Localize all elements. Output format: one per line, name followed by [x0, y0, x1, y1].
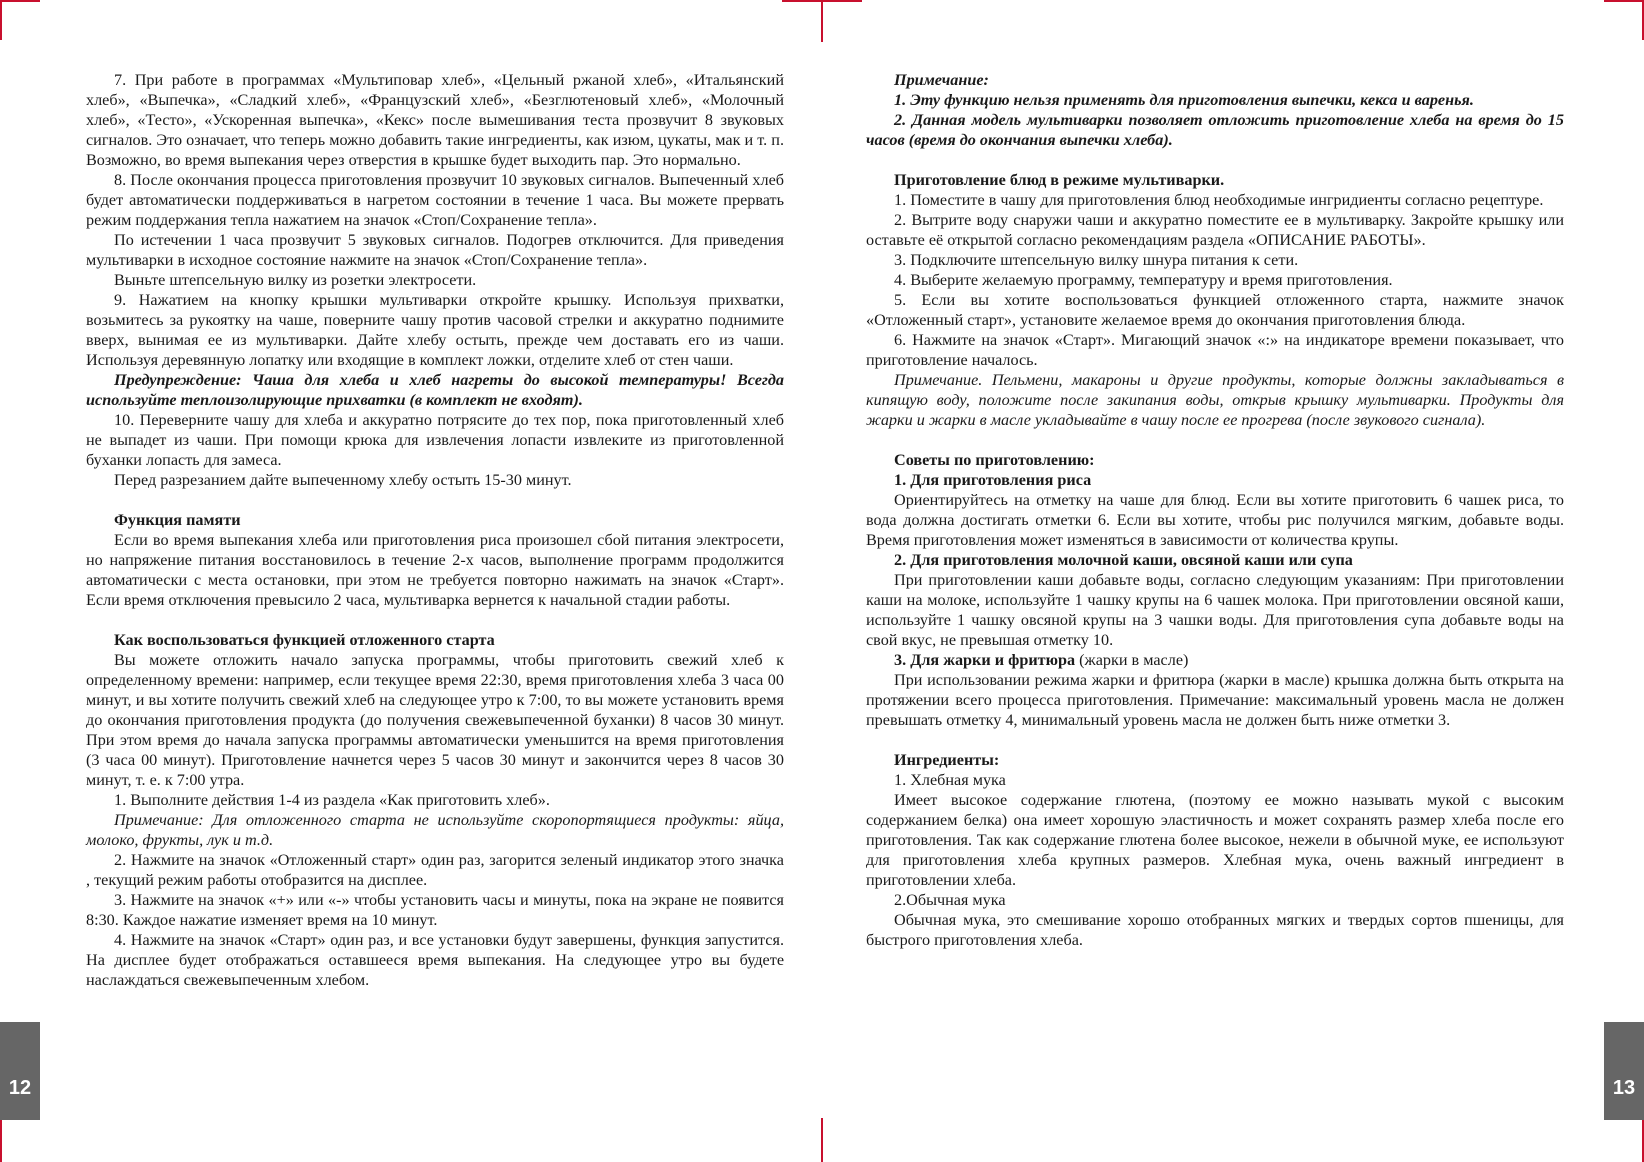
note-paragraph: Примечание: Для отложенного старта не используйте скоропортящиеся продукты: яйца, молоко, фрукты, лук и т.д. — [86, 811, 784, 849]
paragraph: 10. Переверните чашу для хлеба и аккуратно потрясите до тех пор, пока приготовленный хлеб не выпадет из чаши. При помощи крюка для извлечения лопасти извлеките из приготовленной буханки лопасть для замеса. — [86, 411, 784, 469]
crop-mark — [821, 1118, 823, 1162]
paragraph: Выньте штепсельную вилку из розетки электросети. — [114, 271, 477, 289]
paragraph: 3. Подключите штепсельную вилку шнура питания к сети. — [894, 251, 1299, 269]
paragraph: 3. Нажмите на значок «+» или «-» чтобы установить часы и минуты, пока на экране не появится 8:30. Каждое нажатие изменяет время на 10 минут. — [86, 891, 784, 929]
paragraph: Ориентируйтесь на отметку на чаше для блюд. Если вы хотите приготовить 6 чашек риса, то вода должна достигать отметки 6. Если вы хотите, чтобы рис получился мягким, добавьте воды. Время приготовления может изменяться в зависимости от количества крупы. — [866, 491, 1564, 549]
paragraph: 1. Выполните действия 1-4 из раздела «Как приготовить хлеб». — [114, 791, 550, 809]
paragraph: 4. Выберите желаемую программу, температуру и время приготовления. — [894, 271, 1393, 289]
section-title-ingredients: Ингредиенты: — [894, 751, 1000, 769]
paragraph: При использовании режима жарки и фритюра (жарки в масле) крышка должна быть открыта на протяжении всего процесса приготовления. Примечание: максимальный уровень масла не должен превышать отметку 4, минимальный уровень масла не должен быть ниже отметки 3. — [866, 671, 1564, 729]
ingredient-title-regular-flour: 2.Обычная мука — [894, 891, 1006, 909]
crop-mark — [0, 1120, 2, 1162]
paragraph: 7. При работе в программах «Мультиповар хлеб», «Цельный ржаной хлеб», «Итальянский хлеб», «Выпечка», «Сладкий хлеб», «Французский хлеб», «Безглютеновый хлеб», «Молочный хлеб», «Тесто», «Ускоренная выпечка», «Кекс» после вымешивания теста прозвучит 8 звуковых сигналов. Это означает, что теперь можно добавить такие ингредиенты, как изюм, цукаты, мак и т. п. Возможно, во время выпекания через отверстия в крышке будет выходить пар. Это нормально. — [86, 71, 784, 169]
paragraph: Перед разрезанием дайте выпеченному хлебу остыть 15-30 минут. — [114, 471, 572, 489]
note-title: Примечание: — [894, 71, 989, 89]
section-title-tips: Советы по приготовлению: — [894, 451, 1095, 469]
paragraph: 2. Нажмите на значок «Отложенный старт» один раз, загорится зеленый индикатор этого значка , текущий режим работы отобразится на дисплее. — [86, 851, 784, 889]
paragraph: Если во время выпекания хлеба или приготовления риса произошел сбой питания электросети, но напряжение питания восстановилось в течение 2-х часов, выполнение программ продолжится автоматически с места остановки, при этом не требуется повторно нажимать на значок «Старт». Если время отключения превысило 2 часа, мультиварка вернется к начальной стадии работы. — [86, 531, 784, 609]
crop-mark — [821, 0, 823, 42]
paragraph: 9. Нажатием на кнопку крышки мультиварки откройте крышку. Используя прихватки, возьмитесь за рукоятку на чаше, поверните чашу против часовой стрелки и аккуратно поднимите вверх, вынимая ее из мультиварки. Дайте хлебу остыть, прежде чем доставать его из чаши. Используя деревянную лопатку или входящие в комплект ложки, отделите хлеб от стен чаши. — [86, 291, 784, 369]
crop-mark — [0, 0, 2, 40]
page-number-right: 13 — [1604, 1022, 1644, 1120]
section-title-multicooker: Приготовление блюд в режиме мультиварки. — [894, 171, 1225, 189]
tip-title-frying-rest: (жарки в масле) — [1075, 651, 1189, 669]
paragraph: При приготовлении каши добавьте воды, согласно следующим указаниям: При приготовлении каши на молоке, используйте 1 чашку крупы на 6 чашек молока. При приготовлении овсяной каши, используйте 1 чашку овсяной крупы на 3 чашки воды. Для приготовления супа добавьте воды на свой вкус, не превышая отметку 10. — [866, 571, 1564, 649]
paragraph: Вы можете отложить начало запуска программы, чтобы приготовить свежий хлеб к определенному времени: например, если текущее время 22:30, время приготовления хлеба 3 часа 00 минут, и вы хотите получить свежий хлеб на следующее утро к 7:00, то вы можете установить время до окончания приготовления продукта (до получения свежевыпеченной буханки) 8 часов 30 минут. При этом время до начала запуска программы автоматически уменьшится на время приготовления (3 часа 00 минут). Приготовление начнется через 5 часов 30 минут и закончится через 8 часов 30 минут, т. е. к 7:00 утра. — [86, 651, 784, 789]
note-line: 2. Данная модель мультиварки позволяет отложить приготовление хлеба на время до 15 часов (время до окончания выпечки хлеба). — [866, 111, 1564, 149]
warning-paragraph: Предупреждение: Чаша для хлеба и хлеб нагреты до высокой температуры! Всегда используйте теплоизолирующие прихватки (в комплект не входят). — [86, 371, 784, 409]
crop-mark — [0, 0, 40, 2]
paragraph: Имеет высокое содержание глютена, (поэтому ее можно называть мукой с высоким содержанием белка) она имеет хорошую эластичность и может сохранять размер хлеба после его приготовления. Так как содержание глютена более высокое, нежели в обычной муке, ее используют для приготовления хлеба крупных размеров. Хлебная мука, очень важный ингредиент в приготовлении хлеба. — [866, 791, 1564, 889]
paragraph: 8. После окончания процесса приготовления прозвучит 10 звуковых сигналов. Выпеченный хлеб будет автоматически поддерживаться в нагретом состоянии в течение 1 часа. Вы можете прервать режим поддержания тепла нажатием на значок «Стоп/Сохранение тепла». — [86, 171, 784, 229]
note-line: 1. Эту функцию нельзя применять для приготовления выпечки, кекса и варенья. — [894, 91, 1474, 109]
page-number-left: 12 — [0, 1022, 40, 1120]
tip-title-frying — [866, 650, 1564, 670]
paragraph: 6. Нажмите на значок «Старт». Мигающий значок «:» на индикаторе времени показывает, что приготовление началось. — [866, 331, 1564, 369]
section-title-delay-start: Как воспользоваться функцией отложенного старта — [114, 631, 495, 649]
paragraph: 2. Вытрите воду снаружи чаши и аккуратно поместите ее в мультиварку. Закройте крышку или оставьте её открытой согласно рекомендациям раздела «ОПИСАНИЕ РАБОТЫ». — [866, 211, 1564, 249]
tip-title-frying-bold: 3. Для жарки и фритюра — [894, 651, 1076, 669]
paragraph: По истечении 1 часа прозвучит 5 звуковых сигналов. Подогрев отключится. Для приведения мультиварки в исходное состояние нажмите на значок «Стоп/Сохранение тепла». — [86, 231, 784, 269]
right-page — [866, 70, 1564, 950]
paragraph: 4. Нажмите на значок «Старт» один раз, и все установки будут завершены, функция запустится. На дисплее будет отображаться оставшееся время выпекания. На следующее утро вы будете наслаждаться свежевыпеченным хлебом. — [86, 931, 784, 989]
left-page — [86, 70, 784, 990]
crop-mark — [782, 0, 862, 2]
paragraph: 1. Поместите в чашу для приготовления блюд необходимые ингридиенты согласно рецептуре. — [894, 191, 1544, 209]
section-title-memory: Функция памяти — [114, 511, 241, 529]
note-paragraph: Примечание. Пельмени, макароны и другие продукты, которые должны закладываться в кипящую воду, положите после закипания воды, открыв крышку мультиварки. Продукты для жарки и жарки в масле укладывайте в чашу после ее прогрева (после звукового сигнала). — [866, 371, 1564, 429]
tip-title-porridge: 2. Для приготовления молочной каши, овсяной каши или супа — [894, 551, 1353, 569]
paragraph: Обычная мука, это смешивание хорошо отобранных мягких и твердых сортов пшеницы, для быстрого приготовления хлеба. — [866, 911, 1564, 949]
ingredient-title-bread-flour: 1. Хлебная мука — [894, 771, 1006, 789]
paragraph: 5. Если вы хотите воспользоваться функцией отложенного старта, нажмите значок «Отложенный старт», установите желаемое время до окончания приготовления блюда. — [866, 291, 1564, 329]
crop-mark — [1604, 0, 1644, 2]
tip-title-rice: 1. Для приготовления риса — [894, 471, 1092, 489]
